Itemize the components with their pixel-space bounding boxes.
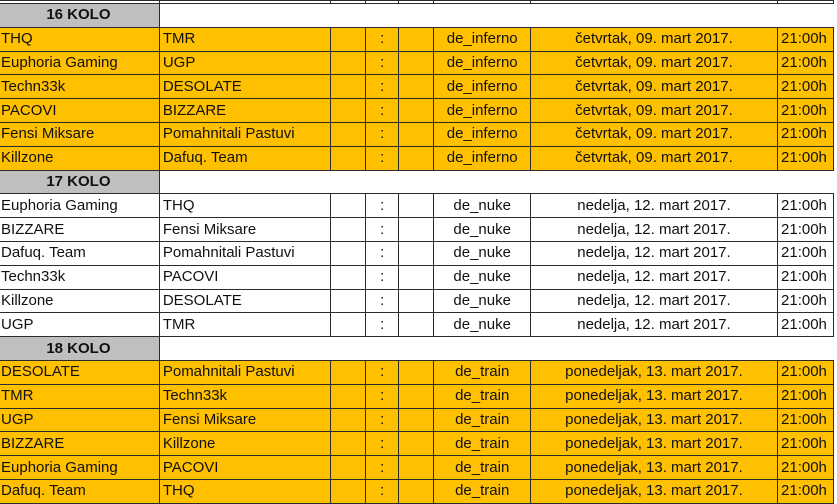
round-label: 18 KOLO [0,337,159,361]
match-row [0,360,834,384]
home-score-cell[interactable] [330,146,365,170]
map-cell[interactable]: de_nuke [434,218,530,242]
home-team-cell[interactable]: Killzone [0,146,159,170]
match-row [0,75,834,99]
away-team-cell[interactable]: THQ [159,479,330,503]
home-team-cell[interactable]: Euphoria Gaming [0,194,159,218]
match-row [0,241,834,265]
away-team-cell[interactable]: BIZZARE [159,99,330,123]
score-separator-cell[interactable]: : [366,479,399,503]
away-team-cell[interactable]: DESOLATE [159,75,330,99]
date-cell[interactable]: četvrtak, 09. mart 2017. [530,99,777,123]
map-cell[interactable]: de_train [434,432,530,456]
score-separator-cell[interactable]: : [366,360,399,384]
score-separator-cell[interactable]: : [366,99,399,123]
home-score-cell[interactable] [330,218,365,242]
time-cell[interactable]: 21:00h [778,479,834,503]
away-score-cell[interactable] [399,241,434,265]
time-cell[interactable]: 21:00h [778,241,834,265]
away-team-cell[interactable]: Fensi Miksare [159,408,330,432]
map-cell[interactable]: de_train [434,408,530,432]
home-team-cell[interactable]: UGP [0,313,159,337]
away-score-cell[interactable] [399,99,434,123]
away-team-cell[interactable]: Fensi Miksare [159,218,330,242]
map-cell[interactable]: de_inferno [434,75,530,99]
map-cell[interactable]: de_train [434,456,530,480]
home-team-cell[interactable]: PACOVI [0,99,159,123]
map-cell[interactable]: de_inferno [434,122,530,146]
away-team-cell[interactable]: Pomahnitali Pastuvi [159,241,330,265]
home-team-cell[interactable]: TMR [0,384,159,408]
home-score-cell[interactable] [330,313,365,337]
map-cell[interactable]: de_inferno [434,99,530,123]
time-cell[interactable]: 21:00h [778,265,834,289]
date-cell[interactable]: nedelja, 12. mart 2017. [530,289,777,313]
match-row [0,146,834,170]
time-cell[interactable]: 21:00h [778,289,834,313]
away-score-cell[interactable] [399,51,434,75]
date-cell[interactable]: četvrtak, 09. mart 2017. [530,146,777,170]
round-label: 17 KOLO [0,170,159,194]
date-cell[interactable]: nedelja, 12. mart 2017. [530,313,777,337]
home-score-cell[interactable] [330,122,365,146]
time-cell[interactable]: 21:00h [778,75,834,99]
map-cell[interactable]: de_inferno [434,146,530,170]
date-cell[interactable]: nedelja, 12. mart 2017. [530,194,777,218]
time-cell[interactable]: 21:00h [778,99,834,123]
home-score-cell[interactable] [330,360,365,384]
home-score-cell[interactable] [330,75,365,99]
map-cell[interactable]: de_nuke [434,313,530,337]
home-score-cell[interactable] [330,241,365,265]
home-score-cell[interactable] [330,432,365,456]
away-team-cell[interactable]: PACOVI [159,265,330,289]
match-row [0,122,834,146]
map-cell[interactable]: de_train [434,360,530,384]
home-score-cell[interactable] [330,384,365,408]
map-cell[interactable]: de_nuke [434,241,530,265]
away-score-cell[interactable] [399,27,434,51]
home-score-cell[interactable] [330,27,365,51]
away-team-cell[interactable]: TMR [159,313,330,337]
time-cell[interactable]: 21:00h [778,27,834,51]
away-team-cell[interactable]: Killzone [159,432,330,456]
away-score-cell[interactable] [399,218,434,242]
round-label: 16 KOLO [0,4,159,28]
time-cell[interactable]: 21:00h [778,432,834,456]
home-team-cell[interactable]: Techn33k [0,265,159,289]
away-score-cell[interactable] [399,360,434,384]
away-score-cell[interactable] [399,313,434,337]
home-team-cell[interactable]: DESOLATE [0,360,159,384]
home-score-cell[interactable] [330,289,365,313]
score-separator-cell[interactable]: : [366,289,399,313]
home-team-cell[interactable]: Killzone [0,289,159,313]
date-cell[interactable]: ponedeljak, 13. mart 2017. [530,360,777,384]
match-row [0,51,834,75]
score-separator-cell[interactable]: : [366,456,399,480]
away-score-cell[interactable] [399,265,434,289]
map-cell[interactable]: de_train [434,479,530,503]
score-separator-cell[interactable]: : [366,122,399,146]
map-cell[interactable]: de_nuke [434,289,530,313]
home-team-cell[interactable]: Techn33k [0,75,159,99]
round-header-spacer [159,337,833,361]
away-score-cell[interactable] [399,384,434,408]
date-cell[interactable]: četvrtak, 09. mart 2017. [530,75,777,99]
away-team-cell[interactable]: Pomahnitali Pastuvi [159,360,330,384]
time-cell[interactable]: 21:00h [778,218,834,242]
home-team-cell[interactable]: BIZZARE [0,432,159,456]
time-cell[interactable]: 21:00h [778,456,834,480]
match-row [0,313,834,337]
date-cell[interactable]: četvrtak, 09. mart 2017. [530,27,777,51]
match-row [0,27,834,51]
away-score-cell[interactable] [399,408,434,432]
home-score-cell[interactable] [330,51,365,75]
away-team-cell[interactable]: UGP [159,51,330,75]
away-team-cell[interactable]: PACOVI [159,456,330,480]
score-separator-cell[interactable]: : [366,432,399,456]
match-row [0,218,834,242]
date-cell[interactable]: ponedeljak, 13. mart 2017. [530,456,777,480]
date-cell[interactable]: četvrtak, 09. mart 2017. [530,122,777,146]
away-team-cell[interactable]: TMR [159,27,330,51]
map-cell[interactable]: de_inferno [434,27,530,51]
home-team-cell[interactable]: Fensi Miksare [0,122,159,146]
score-separator-cell[interactable]: : [366,384,399,408]
time-cell[interactable]: 21:00h [778,122,834,146]
home-score-cell[interactable] [330,265,365,289]
time-cell[interactable]: 21:00h [778,360,834,384]
home-team-cell[interactable]: THQ [0,27,159,51]
match-row [0,99,834,123]
map-cell[interactable]: de_nuke [434,265,530,289]
date-cell[interactable]: ponedeljak, 13. mart 2017. [530,479,777,503]
score-separator-cell[interactable]: : [366,75,399,99]
score-separator-cell[interactable]: : [366,408,399,432]
time-cell[interactable]: 21:00h [778,146,834,170]
round-header-spacer [159,4,833,28]
date-cell[interactable]: ponedeljak, 13. mart 2017. [530,384,777,408]
home-team-cell[interactable]: UGP [0,408,159,432]
match-row [0,456,834,480]
time-cell[interactable]: 21:00h [778,408,834,432]
date-cell[interactable]: nedelja, 12. mart 2017. [530,218,777,242]
away-team-cell[interactable]: Pomahnitali Pastuvi [159,122,330,146]
date-cell[interactable]: ponedeljak, 13. mart 2017. [530,408,777,432]
home-team-cell[interactable]: Euphoria Gaming [0,456,159,480]
home-score-cell[interactable] [330,194,365,218]
time-cell[interactable]: 21:00h [778,51,834,75]
round-header-row [0,4,834,28]
round-header-spacer [159,170,833,194]
time-cell[interactable]: 21:00h [778,384,834,408]
map-cell[interactable]: de_nuke [434,194,530,218]
home-score-cell[interactable] [330,99,365,123]
away-team-cell[interactable]: THQ [159,194,330,218]
date-cell[interactable]: nedelja, 12. mart 2017. [530,265,777,289]
time-cell[interactable]: 21:00h [778,194,834,218]
match-row [0,408,834,432]
home-team-cell[interactable]: BIZZARE [0,218,159,242]
round-header-row [0,337,834,361]
away-score-cell[interactable] [399,75,434,99]
date-cell[interactable]: četvrtak, 09. mart 2017. [530,51,777,75]
away-score-cell[interactable] [399,194,434,218]
home-team-cell[interactable]: Dafuq. Team [0,479,159,503]
home-score-cell[interactable] [330,408,365,432]
home-team-cell[interactable]: Euphoria Gaming [0,51,159,75]
score-separator-cell[interactable]: : [366,313,399,337]
away-score-cell[interactable] [399,146,434,170]
away-score-cell[interactable] [399,122,434,146]
map-cell[interactable]: de_inferno [434,51,530,75]
map-cell[interactable]: de_train [434,384,530,408]
away-team-cell[interactable]: Techn33k [159,384,330,408]
home-team-cell[interactable]: Dafuq. Team [0,241,159,265]
score-separator-cell[interactable]: : [366,241,399,265]
time-cell[interactable]: 21:00h [778,313,834,337]
score-separator-cell[interactable]: : [366,218,399,242]
score-separator-cell[interactable]: : [366,265,399,289]
date-cell[interactable]: ponedeljak, 13. mart 2017. [530,432,777,456]
match-row [0,194,834,218]
score-separator-cell[interactable]: : [366,194,399,218]
score-separator-cell[interactable]: : [366,51,399,75]
away-score-cell[interactable] [399,289,434,313]
home-score-cell[interactable] [330,456,365,480]
away-team-cell[interactable]: DESOLATE [159,289,330,313]
match-row [0,432,834,456]
away-score-cell[interactable] [399,432,434,456]
match-row [0,265,834,289]
away-score-cell[interactable] [399,456,434,480]
score-separator-cell[interactable]: : [366,146,399,170]
away-team-cell[interactable]: Dafuq. Team [159,146,330,170]
score-separator-cell[interactable]: : [366,27,399,51]
match-row [0,384,834,408]
round-header-row [0,170,834,194]
match-row [0,289,834,313]
date-cell[interactable]: nedelja, 12. mart 2017. [530,241,777,265]
